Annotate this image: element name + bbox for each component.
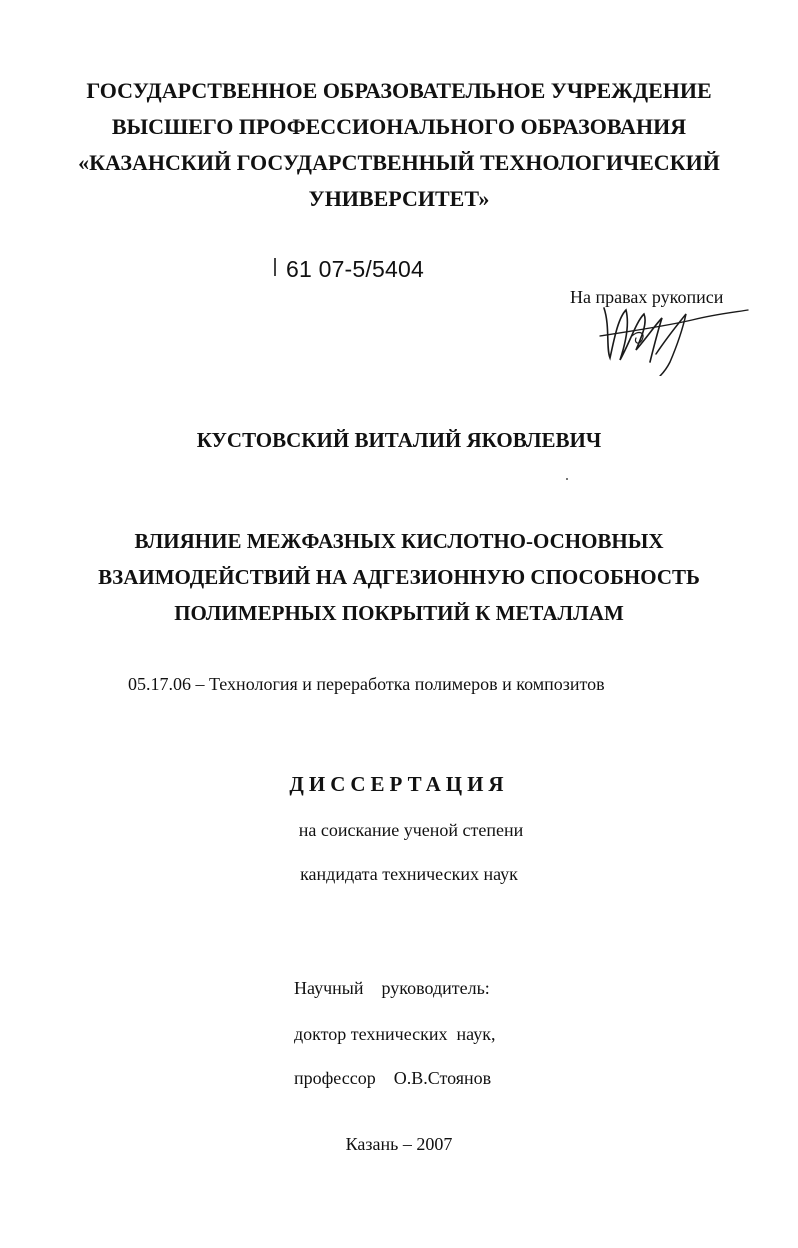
institution-line-2: ВЫСШЕГО ПРОФЕССИОНАЛЬНОГО ОБРАЗОВАНИЯ — [111, 114, 687, 139]
supervisor-name: профессор О.В.Стоянов — [294, 1068, 492, 1088]
title-line-3: ПОЛИМЕРНЫХ ПОКРЫТИЙ К МЕТАЛЛАМ — [174, 601, 624, 625]
degree-line-2: кандидата технических наук — [300, 864, 518, 884]
manuscript-note: На правах рукописи — [570, 287, 724, 307]
specialty-code: 05.17.06 – Технология и переработка полимеров и композитов — [128, 674, 605, 694]
title-line-1: ВЛИЯНИЕ МЕЖФАЗНЫХ КИСЛОТНО-ОСНОВНЫХ — [134, 529, 664, 553]
title-line-2: ВЗАИМОДЕЙСТВИЙ НА АДГЕЗИОННУЮ СПОСОБНОСТЬ — [98, 565, 700, 589]
document-type: ДИССЕРТАЦИЯ — [289, 772, 509, 796]
supervisor-degree: доктор технических наук, — [294, 1024, 496, 1044]
institution-line-4: УНИВЕРСИТЕТ» — [308, 186, 490, 211]
degree-line-1: на соискание ученой степени — [298, 820, 524, 840]
supervisor-label: Научный руководитель: — [294, 978, 490, 998]
institution-line-1: ГОСУДАРСТВЕННОЕ ОБРАЗОВАТЕЛЬНОЕ УЧРЕЖДЕНИЕ — [86, 78, 712, 103]
stamp-mark — [274, 258, 276, 276]
place-year: Казань – 2007 — [345, 1134, 453, 1154]
library-code: 61 07-5/5404 — [286, 256, 424, 282]
scan-speck — [566, 478, 568, 480]
author-name: КУСТОВСКИЙ ВИТАЛИЙ ЯКОВЛЕВИЧ — [196, 428, 602, 452]
signature-icon — [596, 296, 756, 376]
institution-line-3: «КАЗАНСКИЙ ГОСУДАРСТВЕННЫЙ ТЕХНОЛОГИЧЕСКИЙ — [78, 150, 720, 175]
